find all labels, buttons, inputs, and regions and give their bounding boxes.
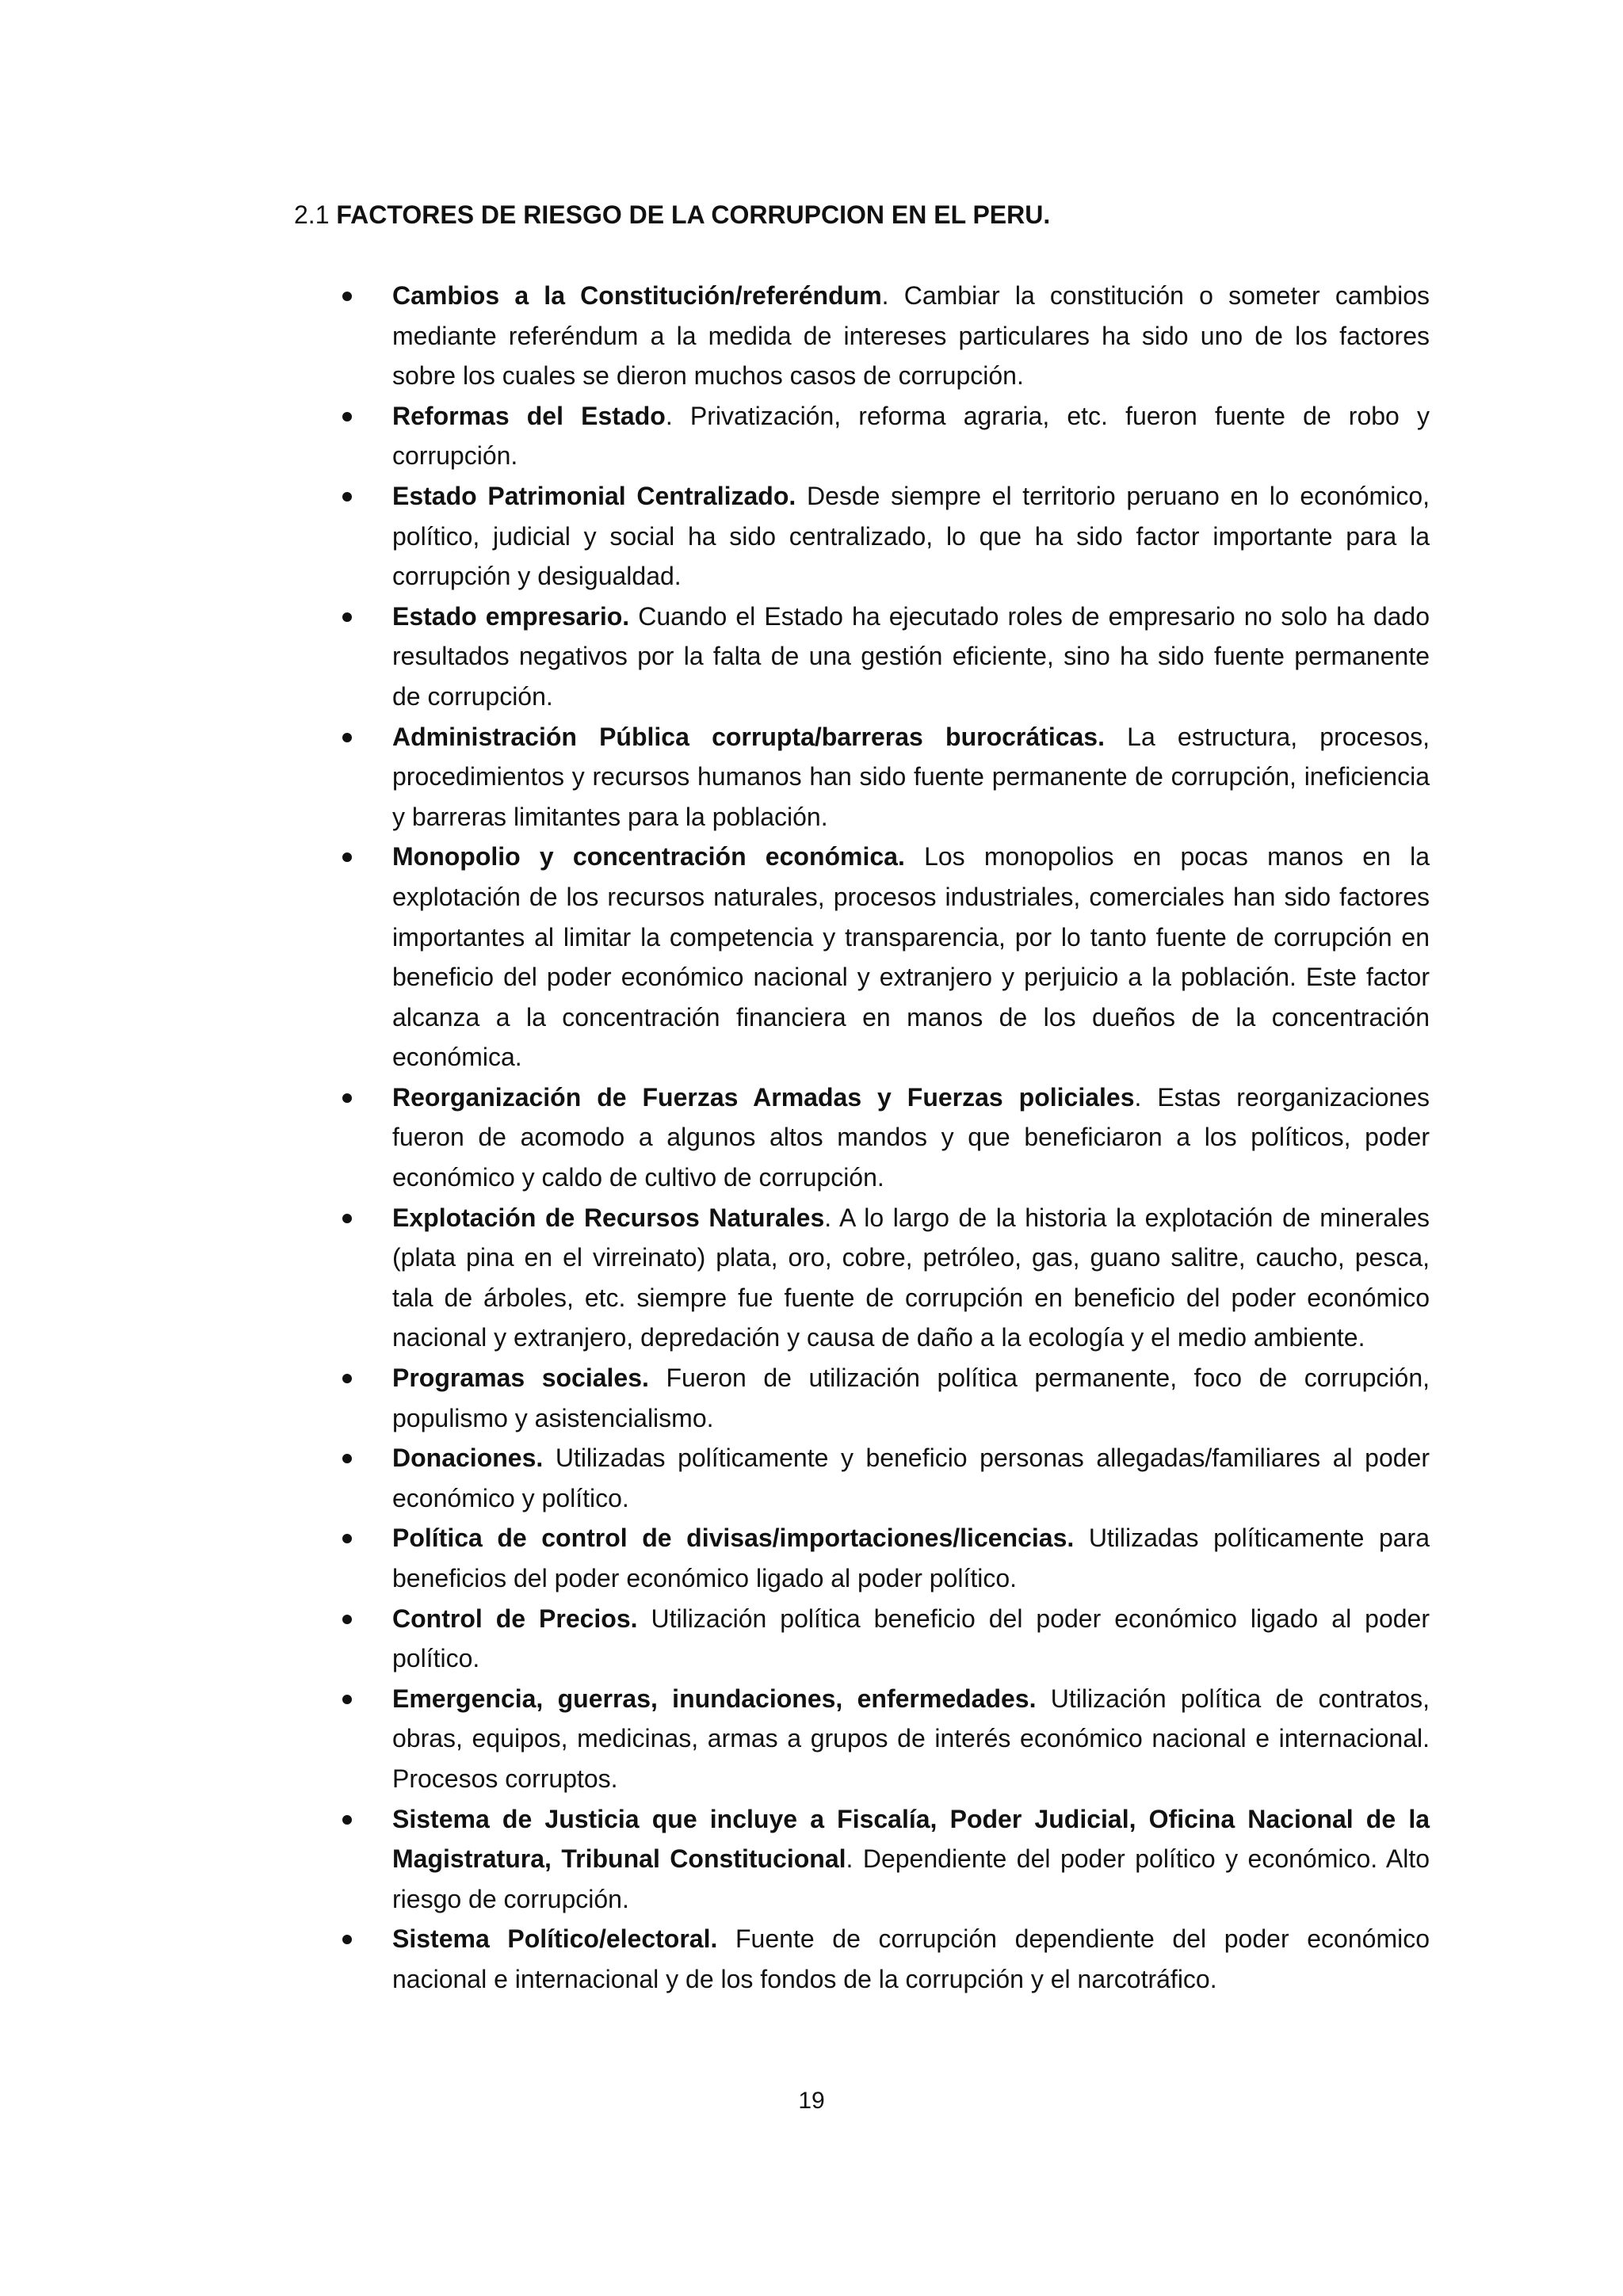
item-term: Administración Pública corrupta/barreras burocráticas. <box>392 722 1105 751</box>
item-term: Control de Precios. <box>392 1604 638 1633</box>
item-text: Cuando el Estado ha ejecutado roles de empresario no solo ha dado resultados negativos por la falta de una gestión eficiente, sino ha sido fuente permanente de corrupción. <box>392 601 1430 711</box>
list-item <box>342 1518 1430 1598</box>
bullet-icon <box>342 292 352 301</box>
bullet-icon <box>342 1695 352 1704</box>
section-heading <box>294 197 1050 232</box>
bullet-icon <box>342 1214 352 1223</box>
item-term: Política de control de divisas/importaciones/licencias. <box>392 1524 1075 1553</box>
list-item <box>342 396 1430 476</box>
item-term: Explotación de Recursos Naturales <box>392 1203 825 1232</box>
item-term: Reorganización de Fuerzas Armadas y Fuerzas policiales <box>392 1082 1135 1112</box>
item-text: Fueron de utilización política permanente, foco de corrupción, populismo y asistencialismo. <box>392 1363 1430 1432</box>
item-text: Utilización política beneficio del poder económico ligado al poder político. <box>392 1604 1430 1673</box>
risk-factor-list <box>342 276 1430 2000</box>
list-item <box>342 1799 1430 1920</box>
section-number: 2.1 <box>294 200 330 229</box>
list-item <box>342 476 1430 597</box>
item-text: . A lo largo de la historia la explotación de minerales (plata pina en el virreinato) plata, oro, cobre, petróleo, gas, guano salitre, caucho, pesca, tala de árboles, etc. siempre fue fuente de corrupción en beneficio del poder económico nacional y extranjero, depredación y causa de daño a la ecología y el medio ambiente. <box>392 1203 1430 1352</box>
item-text: Los monopolios en pocas manos en la explotación de los recursos naturales, procesos industriales, comerciales han sido factores importantes al limitar la competencia y transparencia, por lo tanto fuente de corrupción en beneficio del poder económico nacional y extranjero y perjuicio a la población. Este factor alcanza a la concentración financiera en manos de los dueños de la concentración económica. <box>392 842 1430 1072</box>
item-term: Estado empresario. <box>392 601 630 631</box>
bullet-icon <box>342 412 352 421</box>
item-text: . Cambiar la constitución o someter cambios mediante referéndum a la medida de intereses particulares ha sido uno de los factores sobre los cuales se dieron muchos casos de corrupción. <box>392 281 1430 391</box>
item-text: Fuente de corrupción dependiente del poder económico nacional e internacional y de los fondos de la corrupción y el narcotráfico. <box>392 1924 1430 1993</box>
item-term: Reformas del Estado <box>392 401 666 430</box>
list-item <box>342 837 1430 1077</box>
bullet-icon <box>342 1534 352 1543</box>
bullet-icon <box>342 1454 352 1463</box>
bullet-icon <box>342 1815 352 1825</box>
list-item <box>342 1599 1430 1679</box>
item-term: Estado Patrimonial Centralizado. <box>392 481 796 510</box>
item-term: Donaciones. <box>392 1444 544 1473</box>
section-title: FACTORES DE RIESGO DE LA CORRUPCION EN EL PERU. <box>336 200 1051 229</box>
item-text: La estructura, procesos, procedimientos y recursos humanos han sido fuente permanente de corrupción, ineficiencia y barreras limitantes para la población. <box>392 722 1430 831</box>
item-text: . Dependiente del poder político y económico. Alto riesgo de corrupción. <box>392 1844 1430 1913</box>
item-term: Monopolio y concentración económica. <box>392 842 905 871</box>
item-term: Cambios a la Constitución/referéndum <box>392 281 882 310</box>
item-text: Utilización política de contratos, obras, equipos, medicinas, armas a grupos de interés económico nacional e internacional. Procesos corruptos. <box>392 1684 1430 1793</box>
item-text: Utilizadas políticamente y beneficio personas allegadas/familiares al poder económico y político. <box>392 1444 1430 1512</box>
item-text: . Privatización, reforma agraria, etc. fueron fuente de robo y corrupción. <box>392 401 1430 471</box>
page-number: 19 <box>798 2088 825 2114</box>
list-item <box>342 597 1430 717</box>
bullet-icon <box>342 1093 352 1103</box>
bullet-icon <box>342 1615 352 1624</box>
list-item <box>342 717 1430 837</box>
list-item <box>342 1198 1430 1358</box>
item-text: Desde siempre el territorio peruano en lo económico, político, judicial y social ha sido centralizado, lo que ha sido factor importante para la corrupción y desigualdad. <box>392 481 1430 591</box>
item-text: Utilizadas políticamente para beneficios del poder económico ligado al poder político. <box>392 1524 1430 1592</box>
list-item <box>342 1919 1430 1999</box>
list-item <box>342 276 1430 396</box>
list-item <box>342 1679 1430 1799</box>
bullet-icon <box>342 612 352 622</box>
bullet-icon <box>342 1935 352 1944</box>
list-item <box>342 1077 1430 1198</box>
list-item <box>342 1358 1430 1438</box>
item-term: Programas sociales. <box>392 1363 649 1393</box>
item-term: Sistema Político/electoral. <box>392 1924 718 1954</box>
item-text: . Estas reorganizaciones fueron de acomodo a algunos altos mandos y que beneficiaron a los políticos, poder económico y caldo de cultivo de corrupción. <box>392 1082 1430 1192</box>
item-term: Sistema de Justicia que incluye a Fiscalía, Poder Judicial, Oficina Nacional de la Magistratura, Tribunal Constitucional <box>392 1804 1430 1874</box>
bullet-icon <box>342 852 352 862</box>
bullet-icon <box>342 1374 352 1383</box>
list-item <box>342 1438 1430 1518</box>
bullet-icon <box>342 492 352 502</box>
bullet-icon <box>342 733 352 742</box>
item-term: Emergencia, guerras, inundaciones, enfermedades. <box>392 1684 1037 1713</box>
